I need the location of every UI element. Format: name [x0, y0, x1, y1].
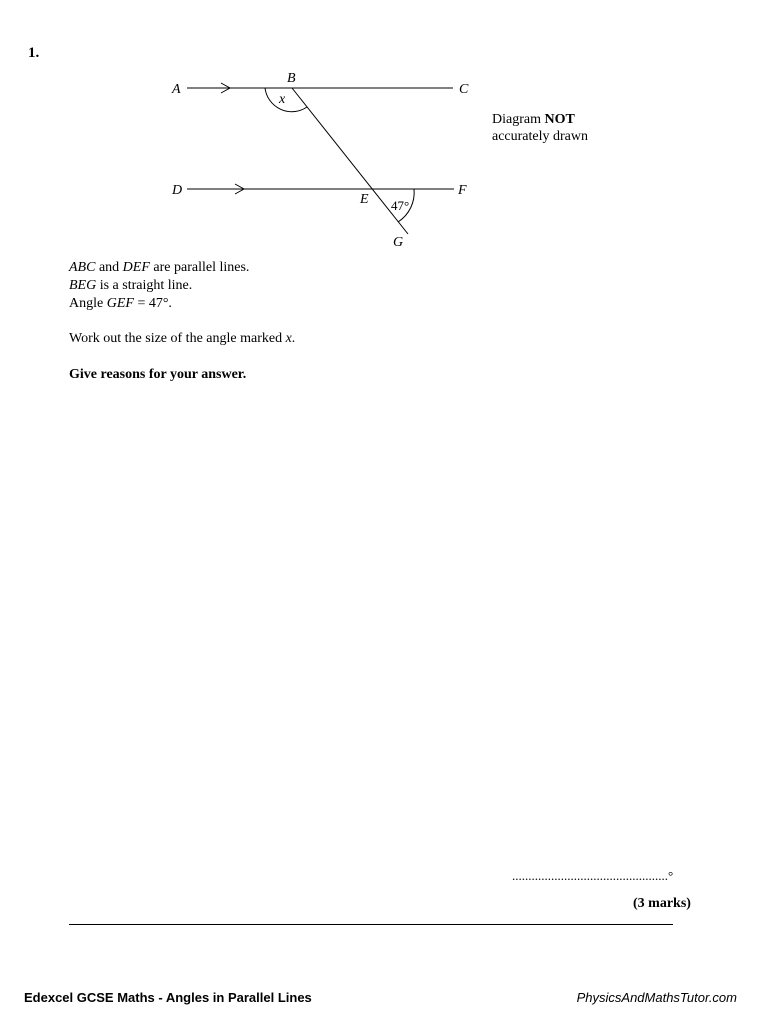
label-d: D: [172, 183, 183, 198]
footer-title: Edexcel GCSE Maths - Angles in Parallel Lines: [24, 990, 312, 1005]
given-statements: [69, 259, 249, 313]
angle-x-arc: [265, 88, 307, 112]
answer-line[interactable]: ................................................°: [512, 868, 674, 883]
label-a: A: [172, 82, 181, 97]
label-e: E: [360, 192, 369, 207]
angle-x-label: x: [279, 92, 286, 107]
diagram-note-line2: accurately drawn: [492, 129, 588, 144]
question-number: 1.: [28, 45, 40, 61]
diagram-note-line1: Diagram NOT: [492, 112, 575, 127]
statement-straight-line: BEG is a straight line.: [69, 278, 193, 293]
marks-label: (3 marks): [633, 896, 691, 911]
footer-site: PhysicsAndMathsTutor.com: [576, 990, 737, 1005]
task-text: Work out the size of the angle marked x.: [69, 331, 296, 346]
label-b: B: [287, 71, 296, 86]
statement-parallel: ABC and DEF are parallel lines.: [69, 260, 250, 275]
angle-gef-label: 47°: [391, 198, 410, 213]
statement-angle: Angle GEF = 47°.: [69, 296, 172, 311]
parallel-lines-diagram: [0, 0, 768, 260]
label-c: C: [459, 82, 469, 97]
divider: [69, 924, 673, 925]
reasons-instruction: Give reasons for your answer.: [69, 367, 247, 382]
diagram-note: [492, 111, 588, 145]
label-f: F: [458, 183, 467, 198]
label-g: G: [393, 235, 404, 250]
